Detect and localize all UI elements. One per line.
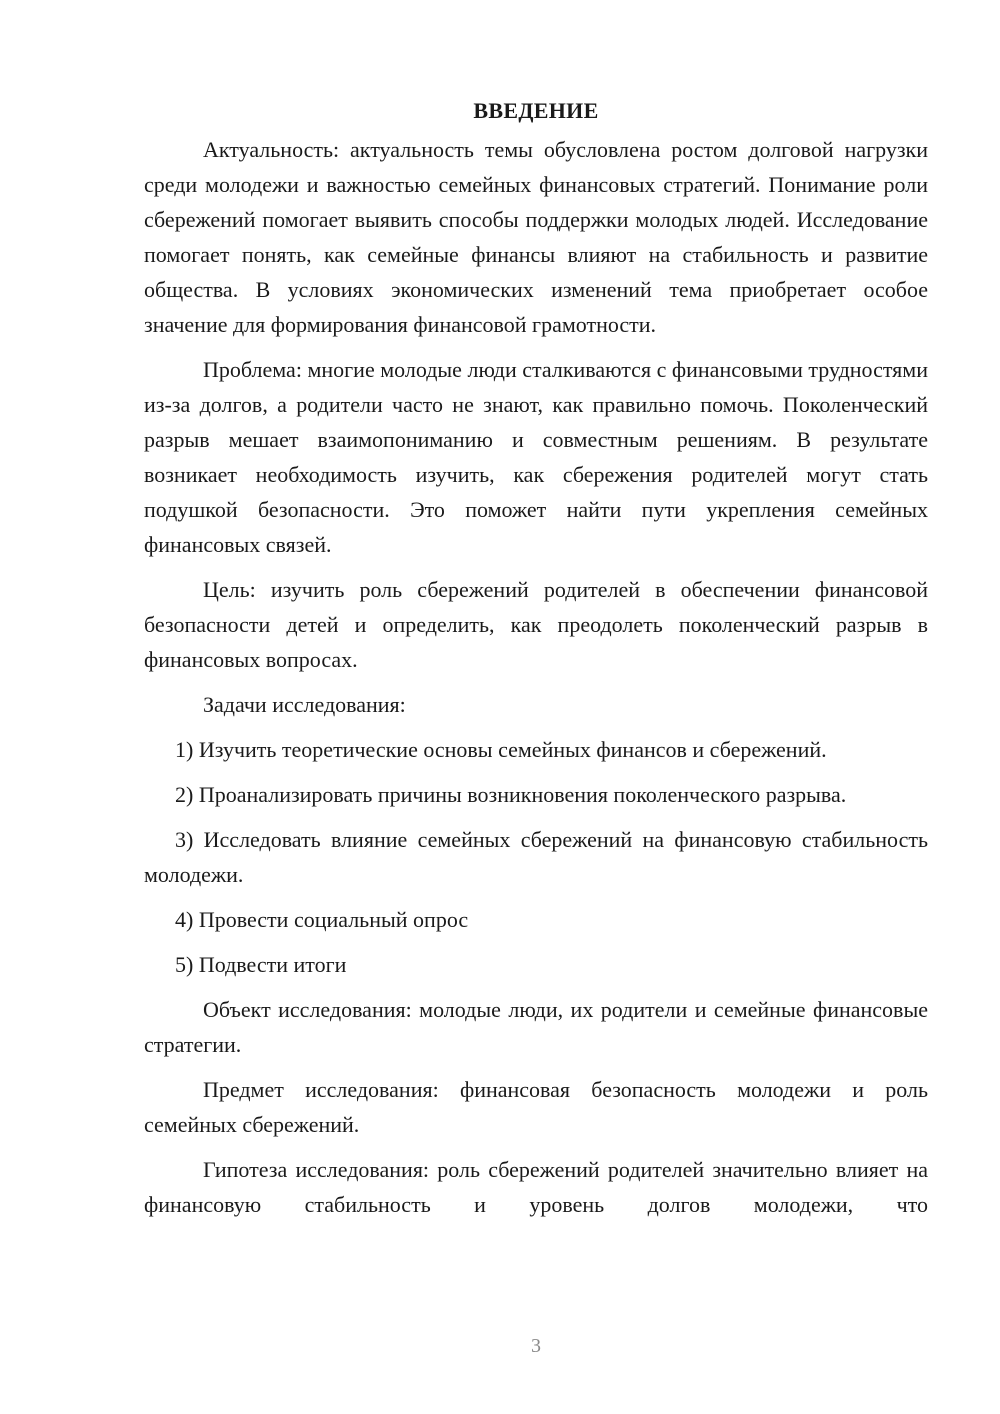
task-item-1: 1) Изучить теоретические основы семейных финансов и сбережений. (175, 737, 827, 762)
task-item-4: 4) Провести социальный опрос (175, 907, 469, 932)
page-content (144, 96, 928, 1222)
paragraph-relevance: Актуальность: актуальность темы обусловлена ростом долговой нагрузки среди молодежи и важностью семейных финансовых стратегий. Понимание роли сбережений помогает выявить способы поддержки молодых людей. Исследование помогает понять, как семейные финансы влияют на стабильность и развитие общества. В условиях экономических изменений тема приобретает особое значение для формирования финансовой грамотности. (144, 137, 928, 337)
paragraph-goal: Цель: изучить роль сбережений родителей в обеспечении финансовой безопасности детей и определить, как преодолеть поколенческий разрыв в финансовых вопросах. (144, 577, 928, 672)
paragraph-object: Объект исследования: молодые люди, их родители и семейные финансовые стратегии. (144, 997, 928, 1057)
page-number: 3 (531, 1335, 541, 1357)
section-title: ВВЕДЕНИЕ (473, 98, 599, 123)
task-item-3: 3) Исследовать влияние семейных сбережений на финансовую стабильность молодежи. (144, 827, 928, 887)
task-item-2: 2) Проанализировать причины возникновения поколенческого разрыва. (175, 782, 847, 807)
paragraph-problem: Проблема: многие молодые люди сталкиваются с финансовыми трудностями из-за долгов, а родители часто не знают, как правильно помочь. Поколенческий разрыв мешает взаимопониманию и совместным решениям. В результате возникает необходимость изучить, как сбережения родителей могут стать подушкой безопасности. Это поможет найти пути укрепления семейных финансовых связей. (144, 357, 928, 557)
task-item-5: 5) Подвести итоги (175, 952, 347, 977)
paragraph-hypothesis: Гипотеза исследования: роль сбережений родителей значительно влияет на финансовую стабильность и уровень долгов молодежи, что (144, 1157, 928, 1217)
paragraph-tasks-heading: Задачи исследования: (203, 692, 406, 717)
paragraph-subject: Предмет исследования: финансовая безопасность молодежи и роль семейных сбережений. (144, 1077, 928, 1137)
